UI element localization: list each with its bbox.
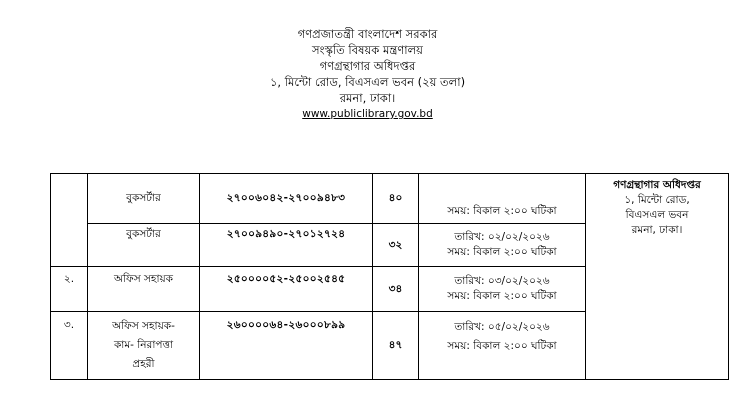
serial-cell bbox=[51, 267, 88, 312]
roll-range-cell bbox=[200, 174, 373, 224]
roll-range-cell bbox=[200, 267, 373, 312]
exam-date: তারিখ: ০৩/০২/২০২৬ bbox=[454, 275, 550, 287]
candidate-count-cell bbox=[373, 267, 419, 312]
table-row bbox=[51, 174, 729, 224]
post-name: বুকসর্টার bbox=[126, 228, 161, 240]
post-cell bbox=[88, 224, 200, 267]
candidate-count-cell bbox=[373, 174, 419, 224]
post-cell bbox=[88, 312, 200, 380]
exam-date: তারিখ: ০৫/০২/২০২৬ bbox=[454, 321, 550, 333]
venue-title: গণগ্রন্থাগার অধিদপ্তর bbox=[613, 179, 701, 191]
city-line: রমনা, ঢাকা। bbox=[339, 91, 396, 105]
website-link[interactable]: www.publiclibrary.gov.bd bbox=[302, 108, 433, 120]
venue-line: বিএসএল ভবন bbox=[625, 209, 689, 221]
post-name: অফিস সহায়ক bbox=[113, 273, 174, 285]
government-name: গণপ্রজাতন্ত্রী বাংলাদেশ সরকার bbox=[297, 27, 438, 41]
department-name: গণগ্রন্থাগার অধিদপ্তর bbox=[319, 59, 416, 73]
ministry-name: সংস্কৃতি বিষয়ক মন্ত্রণালয় bbox=[312, 43, 423, 57]
exam-time: সময়: বিকাল ২:০০ ঘটিকা bbox=[447, 246, 557, 258]
exam-time: সময়: বিকাল ২:০০ ঘটিকা bbox=[447, 340, 557, 352]
post-cell bbox=[88, 267, 200, 312]
roll-range: ২৫০০০০৫২-২৫০০২৫৪৫ bbox=[226, 273, 346, 285]
date-time-cell bbox=[419, 224, 586, 267]
exam-date: তারিখ: ০২/০২/২০২৬ bbox=[454, 231, 550, 243]
roll-range-cell bbox=[200, 224, 373, 267]
exam-time: সময়: বিকাল ২:০০ ঘটিকা bbox=[447, 205, 557, 217]
candidate-count-cell bbox=[373, 224, 419, 267]
roll-range: ২৭০০৯৪৯০-২৭০১২৭২৪ bbox=[226, 228, 346, 240]
post-name-line: প্রহরী bbox=[132, 358, 155, 370]
letterhead bbox=[0, 26, 735, 122]
post-name: বুকসর্টার bbox=[126, 192, 161, 204]
roll-range-cell bbox=[200, 312, 373, 380]
serial-cell bbox=[51, 174, 88, 267]
address-line: ১, মিন্টো রোড, বিএসএল ভবন (২য় তলা) bbox=[269, 75, 466, 89]
candidate-count: ৩২ bbox=[388, 238, 403, 251]
venue-cell bbox=[586, 174, 729, 380]
venue-line: রমনা, ঢাকা। bbox=[631, 224, 683, 236]
post-cell bbox=[88, 174, 200, 224]
serial-number: ২. bbox=[63, 273, 75, 285]
roll-range: ২৭০০৬০৪২-২৭০০৯৪৮৩ bbox=[226, 192, 346, 204]
exam-schedule-table bbox=[50, 173, 729, 380]
post-name-line: অফিস সহায়ক- bbox=[112, 320, 175, 332]
candidate-count: ৩৪ bbox=[388, 282, 403, 295]
candidate-count: ৪৭ bbox=[388, 339, 403, 351]
date-time-cell bbox=[419, 312, 586, 380]
candidate-count: ৪০ bbox=[388, 192, 403, 204]
date-time-cell bbox=[419, 174, 586, 224]
serial-number: ৩. bbox=[63, 319, 75, 331]
candidate-count-cell bbox=[373, 312, 419, 380]
serial-cell bbox=[51, 312, 88, 380]
post-name-line: কাম- নিরাপত্তা bbox=[113, 339, 174, 351]
roll-range: ২৬০০০০৬৪-২৬০০০৮৯৯ bbox=[226, 319, 346, 331]
venue-line: ১, মিন্টো রোড, bbox=[624, 194, 690, 206]
exam-time: সময়: বিকাল ২:০০ ঘটিকা bbox=[447, 290, 557, 302]
date-time-cell bbox=[419, 267, 586, 312]
